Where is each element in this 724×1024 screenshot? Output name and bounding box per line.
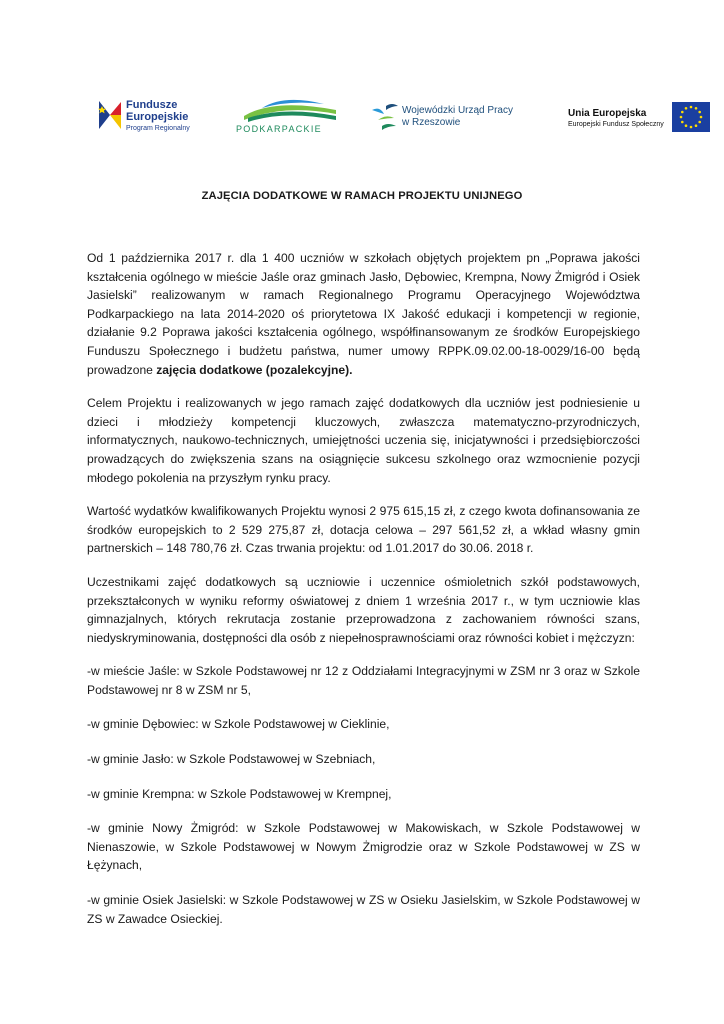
fe-flag-icon: [96, 98, 124, 132]
fe-subtitle: Program Regionalny: [126, 125, 190, 132]
intro-text: Od 1 października 2017 r. dla 1 400 uczniów w szkołach objętych projektem pn „Poprawa jakości kształcenia ogólnego w mieście Jaśle oraz gminach Jasło, Dębowiec, Krempna, Nowy Żmigród i Osiek Jasielski” realizowanym w ramach Regionalnego Programu Operacyjnego Województwa Podkarpackiego na lata 2014-2020 oś priorytetowa IX Jakość edukacji i kompetencji w regionie, działanie 9.2 Poprawa jakości kształcenia ogólnego, współfinansowanym ze środków Europejskiego Funduszu Społecznego i budżetu państwa, numer umowy RPPK.09.02.00-18-0029/16-00 będą prowadzone: [87, 251, 640, 377]
podkarpackie-label: PODKARPACKIE: [236, 124, 322, 134]
wup-line1: Wojewódzki Urząd Pracy: [402, 105, 513, 116]
list-item: -w gminie Nowy Żmigród: w Szkole Podstawowej w Makowiskach, w Szkole Podstawowej w Nienaszowie, w Szkole Podstawowej w Nowym Żmigrodzie oraz w Szkole Podstawowej w ZS w Łężynach,: [87, 821, 640, 873]
goal-paragraph: Celem Projektu i realizowanych w jego ramach zajęć dodatkowych dla uczniów jest podniesienie u dzieci i młodzieży kompetencji kluczowych, zwłaszcza matematyczno-przyrodniczych, informatycznych, naukowo-technicznych, umiejętności uczenia się, inicjatywności i przedsiębiorczości prowadzących do zwiększenia szans na osiągnięcie sukcesu szkolnego oraz wzmocnienie pozycji młodego pokolenia na przyszłym rynku pracy.: [87, 396, 640, 485]
wup-logo: [368, 96, 538, 142]
fundusze-europejskie-logo: [96, 96, 214, 142]
budget-paragraph: Wartość wydatków kwalifikowanych Projektu wynosi 2 975 615,15 zł, z czego kwota dofinansowania ze środków europejskich to 2 529 275,87 zł, dotacja celowa – 297 561,52 zł, a wkład własny gmin partnerskich – 148 780,76 zł. Czas trwania projektu: od 1.01.2017 do 30.06. 2018 r.: [87, 504, 640, 556]
ue-title: Unia Europejska: [568, 108, 647, 119]
podkarpackie-logo: [236, 96, 346, 142]
list-item: -w gminie Dębowiec: w Szkole Podstawowej w Cieklinie,: [87, 717, 390, 732]
hills-icon: [244, 96, 336, 122]
document-title: ZAJĘCIA DODATKOWE W RAMACH PROJEKTU UNIJNEGO: [201, 190, 523, 202]
logo-bar: [96, 96, 710, 146]
fe-line2: Europejskie: [126, 111, 189, 123]
wup-line2: w Rzeszowie: [402, 117, 461, 128]
list-item: -w gminie Osiek Jasielski: w Szkole Podstawowej w ZS w Osieku Jasielskim, w Szkole Podstawowej w ZS w Zawadce Osieckiej.: [87, 893, 640, 926]
birds-icon: [368, 100, 400, 134]
participants-paragraph: Uczestnikami zajęć dodatkowych są uczniowie i uczennice ośmioletnich szkół podstawowych, przekształconych w wyniku reformy oświatowej z dniem 1 września 2017 r., w tym uczniowie klas gimnazjalnych, których rekrutacja zostanie przeprowadzona z zachowaniem równości szans, niedyskryminowania, dostępności dla osób z niepełnosprawnościami oraz równości kobiet i mężczyzn:: [87, 574, 640, 645]
unia-europejska-logo: [568, 96, 710, 142]
document-body: [87, 249, 640, 944]
list-item: -w gminie Jasło: w Szkole Podstawowej w Szebniach,: [87, 752, 376, 767]
list-item: -w gminie Krempna: w Szkole Podstawowej w Krempnej,: [87, 786, 392, 801]
ue-subtitle: Europejski Fundusz Społeczny: [568, 121, 664, 128]
list-item: -w mieście Jaśle: w Szkole Podstawowej nr 12 z Oddziałami Integracyjnymi w ZSM nr 3 oraz w Szkole Podstawowej nr 8 w ZSM nr 5,: [87, 664, 640, 697]
eu-flag-icon: [672, 102, 710, 132]
fe-line1: Fundusze: [126, 99, 178, 111]
intro-bold-text: zajęcia dodatkowe (pozalekcyjne).: [156, 362, 353, 377]
intro-paragraph: [87, 249, 640, 379]
